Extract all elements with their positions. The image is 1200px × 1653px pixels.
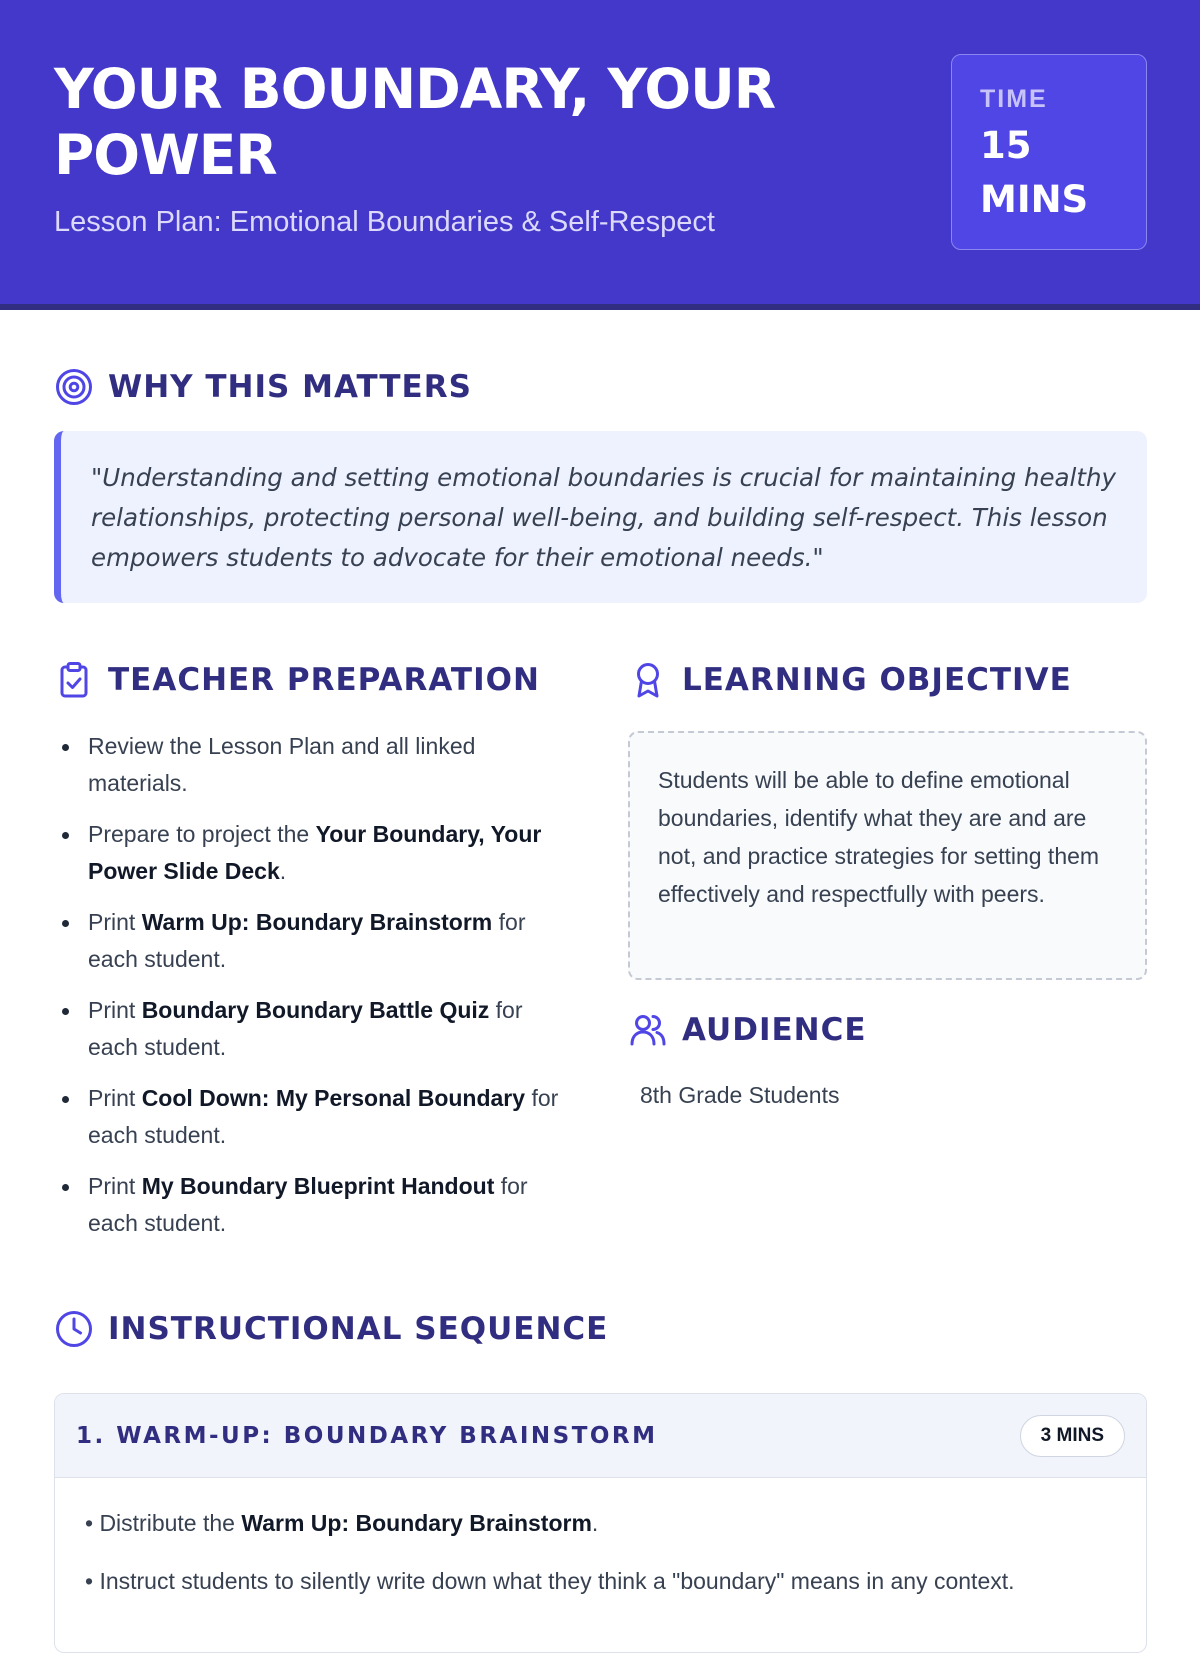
preparation-heading: TEACHER PREPARATION — [108, 662, 540, 698]
objective-heading: LEARNING OBJECTIVE — [682, 662, 1072, 698]
sequence-heading: INSTRUCTIONAL SEQUENCE — [108, 1311, 609, 1347]
list-item: Print My Boundary Blueprint Handout for each student. — [54, 1168, 574, 1242]
target-icon — [54, 367, 94, 407]
audience-text: 8th Grade Students — [640, 1082, 840, 1108]
duration-badge: 3 MINS — [1020, 1415, 1125, 1457]
clipboard-check-icon — [54, 660, 94, 700]
objective-section-heading — [628, 660, 1072, 700]
list-item: Review the Lesson Plan and all linked materials. — [54, 728, 574, 802]
page-title: YOUR BOUNDARY, YOUR POWER — [54, 57, 776, 187]
why-heading: WHY THIS MATTERS — [108, 369, 472, 405]
list-item: • Distribute the Warm Up: Boundary Brainstorm. — [85, 1510, 599, 1536]
list-item: Print Cool Down: My Personal Boundary for each student. — [54, 1080, 574, 1154]
sequence-step-card — [54, 1393, 1147, 1653]
audience-section-heading — [628, 1010, 867, 1050]
time-value: 15 MINS — [980, 124, 1089, 221]
objective-text: Students will be able to define emotional boundaries, identify what they are and are not, and practice strategies for setting them effectively and respectfully with peers. — [658, 767, 1100, 907]
preparation-section-heading — [54, 660, 540, 700]
step-header — [55, 1394, 1146, 1478]
clock-icon — [54, 1309, 94, 1349]
step-title: 1. WARM-UP: BOUNDARY BRAINSTORM — [76, 1422, 658, 1449]
award-ribbon-icon — [628, 660, 668, 700]
sequence-section-heading — [54, 1309, 608, 1349]
list-item: Prepare to project the Your Boundary, Your Power Slide Deck. — [54, 816, 574, 890]
list-item: Print Warm Up: Boundary Brainstorm for each student. — [54, 904, 574, 978]
step-list — [55, 1478, 1146, 1596]
users-icon — [628, 1010, 668, 1050]
time-label: TIME — [980, 85, 1048, 113]
why-quote-text: "Understanding and setting emotional boundaries is crucial for maintaining healthy relationships, protecting personal well-being, and building self-respect. This lesson empowers students to advocate for their emotional needs." — [91, 463, 1116, 572]
why-quote-block — [54, 431, 1147, 603]
lesson-header — [0, 0, 1200, 310]
list-item: • Instruct students to silently write down what they think a "boundary" means in any context. — [85, 1568, 1015, 1594]
audience-heading: AUDIENCE — [682, 1012, 867, 1048]
why-section-heading — [54, 367, 472, 407]
objective-box — [628, 731, 1147, 980]
preparation-list — [54, 728, 574, 1256]
page-subtitle: Lesson Plan: Emotional Boundaries & Self-Respect — [54, 206, 715, 238]
list-item: Print Boundary Boundary Battle Quiz for each student. — [54, 992, 574, 1066]
time-card — [951, 54, 1147, 250]
